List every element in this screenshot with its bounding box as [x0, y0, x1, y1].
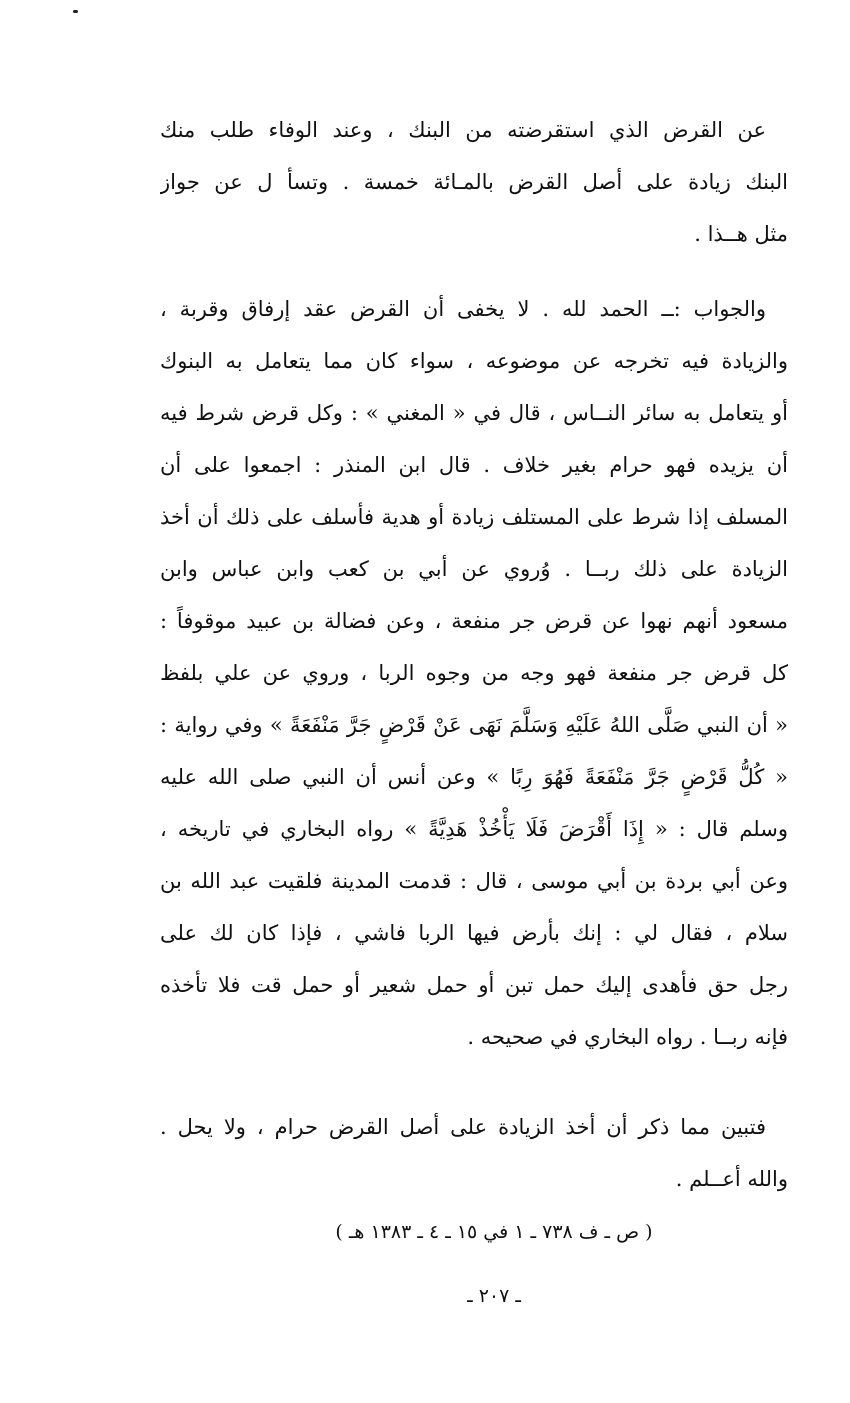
- text-line: أو يتعامل به سائر النــاس ، قال في « المغني » : وكل قرض شرط فيه: [160, 401, 788, 425]
- scan-speck: [73, 10, 78, 13]
- text-line: فتبين مما ذكر أن أخذ الزيادة على أصل القرض حرام ، ولا يحل .: [160, 1115, 766, 1139]
- text-line: رجل حق فأهدى إليك حمل تبن أو حمل شعير أو حمل قت فلا تأخذه: [160, 973, 788, 997]
- text-line: المسلف إذا شرط على المستلف زيادة أو هدية فأسلف على ذلك أن أخذ: [160, 505, 788, 529]
- page-number: ـ ٢٠٧ ـ: [467, 1285, 521, 1307]
- text-line: كل قرض جر منفعة فهو وجه من وجوه الربا ، وروي عن علي بلفظ: [160, 661, 788, 685]
- text-line: « أن النبي صَلَّى اللهُ عَلَيْهِ وَسَلَّمَ نَهَى عَنْ قَرْضٍ جَرَّ مَنْفَعَةً » وفي رواية :: [160, 713, 788, 737]
- text-line: فإنه ربــا . رواه البخاري في صحيحه .: [467, 1025, 788, 1049]
- text-line: عن القرض الذي استقرضته من البنك ، وعند الوفاء طلب منك: [160, 118, 766, 142]
- text-line: مسعود أنهم نهوا عن قرض جر منفعة ، وعن فضالة بن عبيد موقوفاً :: [160, 609, 788, 633]
- answer-paragraph: [160, 283, 788, 1063]
- text-line: مثل هــذا .: [694, 222, 788, 246]
- conclusion-paragraph: [160, 1101, 788, 1205]
- text-line: أن يزيده فهو حرام بغير خلاف . قال ابن المنذر : اجمعوا على أن: [160, 453, 788, 477]
- text-line: والله أعــلم .: [675, 1167, 788, 1191]
- question-paragraph: [160, 104, 788, 260]
- text-line: وسلم قال : « إِذَا أَقْرَضَ فَلَا يَأْخُذْ هَدِيَّةً » رواه البخاري في تاريخه ،: [160, 817, 788, 841]
- text-line: الزيادة على ذلك ربــا . وُروي عن أبي بن كعب وابن عباس وابن: [160, 557, 788, 581]
- text-line: وعن أبي بردة بن أبي موسى ، قال : قدمت المدينة فلقيت عبد الله بن: [160, 869, 788, 893]
- text-line: سلام ، فقال لي : إنك بأرض فيها الربا فاشي ، فإذا كان لك على: [160, 921, 788, 945]
- fatwa-reference: ( ص ـ ف ٧٣٨ ـ ١ في ١٥ ـ ٤ ـ ١٣٨٣ هـ ): [335, 1221, 653, 1243]
- text-line: والزيادة فيه تخرجه عن موضوعه ، سواء كان مما يتعامل به البنوك: [160, 349, 788, 373]
- text-line: البنك زيادة على أصل القرض بالمـائة خمسة . وتسأ ل عن جواز: [160, 170, 788, 194]
- text-line: والجواب :ــ الحمد لله . لا يخفى أن القرض عقد إرفاق وقربة ،: [160, 297, 766, 321]
- text-line: « كُلُّ قَرْضٍ جَرَّ مَنْفَعَةً فَهُوَ رِبًا » وعن أنس أن النبي صلى الله عليه: [160, 765, 788, 789]
